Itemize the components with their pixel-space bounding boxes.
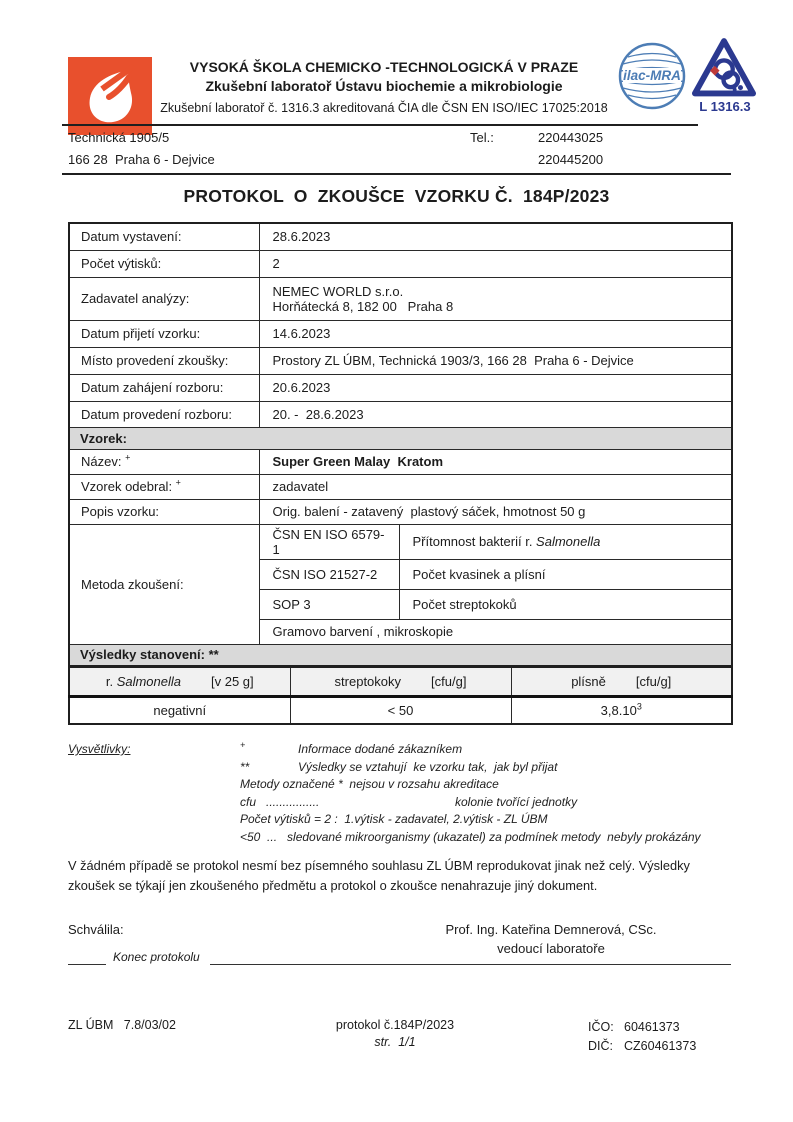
result-column-salmonella: r. Salmonella [v 25 g] bbox=[69, 667, 290, 696]
field-value: Orig. balení - zatavený plastový sáček, hmotnost 50 g bbox=[259, 499, 732, 524]
field-value: Prostory ZL ÚBM, Technická 1903/3, 166 28 Praha 6 - Dejvice bbox=[259, 347, 732, 374]
field-value: 20. - 28.6.2023 bbox=[259, 401, 732, 427]
footer-protocol-number: protokol č.184P/2023 bbox=[335, 1018, 455, 1032]
field-value: 28.6.2023 bbox=[259, 223, 732, 250]
results-value-row bbox=[69, 696, 732, 724]
letterhead bbox=[148, 58, 620, 117]
method-standard: SOP 3 bbox=[259, 589, 399, 619]
table-row bbox=[69, 474, 732, 499]
method-description: Počet streptokoků bbox=[399, 589, 732, 619]
table-row bbox=[69, 277, 732, 320]
disclaimer-paragraph: V žádném případě se protokol nesmí bez písemného souhlasu ZL ÚBM reprodukovat jinak než celý. Výsledky zkoušek se týkají jen zkoušeného předmětu a protokol o zkoušce nenahrazuje jiný dokument. bbox=[68, 858, 694, 893]
footer-company-ids bbox=[588, 1018, 696, 1056]
table-row bbox=[69, 499, 732, 524]
method-row bbox=[69, 524, 732, 559]
sample-name: Super Green Malay Kratom bbox=[259, 449, 732, 474]
footnotes-label: Vysvětlivky: bbox=[68, 742, 131, 756]
footer-page-number: str. 1/1 bbox=[374, 1035, 416, 1049]
results-header-row bbox=[69, 667, 732, 696]
footnote-line: Počet výtisků = 2 : 1.výtisk - zadavatel, 2.výtisk - ZL ÚBM bbox=[240, 812, 548, 826]
result-value-salmonella: negativní bbox=[69, 696, 290, 724]
ilac-mra-seal-icon bbox=[616, 40, 688, 117]
header-divider-top bbox=[62, 124, 698, 126]
tel-number-2: 220445200 bbox=[538, 152, 604, 167]
field-label: Metoda zkoušení: bbox=[69, 524, 259, 644]
field-value bbox=[259, 277, 732, 320]
tel-number-1: 220443025 bbox=[538, 130, 604, 145]
approved-by-label: Schválila: bbox=[68, 922, 124, 937]
footer-center-block bbox=[255, 1018, 535, 1049]
field-label: Datum provedení rozboru: bbox=[69, 401, 259, 427]
table-row bbox=[69, 223, 732, 250]
footnote-line: Vysvětlivky: + Informace dodané zákazníkem bbox=[68, 741, 738, 759]
results-table bbox=[68, 666, 733, 725]
field-label: Název: + bbox=[69, 449, 259, 474]
footnote-line: Metody označené * nejsou v rozsahu akreditace bbox=[240, 777, 499, 791]
end-of-protocol-line bbox=[68, 950, 731, 965]
field-label: Zadavatel analýzy: bbox=[69, 277, 259, 320]
footnote-line: cfu ................ kolonie tvořící jednotky bbox=[240, 794, 578, 809]
section-header-sample: Vzorek: bbox=[69, 427, 732, 449]
protocol-info-table bbox=[68, 222, 733, 667]
laboratory-name: Zkušební laboratoř Ústavu biochemie a mikrobiologie bbox=[205, 78, 563, 94]
address-line-2: 166 28 Praha 6 - Dejvice bbox=[68, 152, 215, 167]
field-label: Vzorek odebral: + bbox=[69, 474, 259, 499]
table-row bbox=[69, 374, 732, 401]
dic-row: DIČ: CZ60461373 bbox=[588, 1039, 697, 1053]
approver-name: Prof. Ing. Kateřina Demnerová, CSc. bbox=[445, 922, 657, 937]
table-row bbox=[69, 347, 732, 374]
address-line-1: Technická 1905/5 bbox=[68, 130, 170, 145]
footnotes-block bbox=[68, 741, 738, 846]
header-divider-bottom bbox=[62, 173, 731, 175]
method-description: Gramovo barvení , mikroskopie bbox=[259, 619, 732, 644]
field-label: Počet výtisků: bbox=[69, 250, 259, 277]
result-value-moulds: 3,8.10$^3$ bbox=[511, 696, 732, 724]
result-column-moulds: plísně [cfu/g] bbox=[511, 667, 732, 696]
cia-accreditation-mark-icon bbox=[692, 36, 756, 121]
accreditation-line: Zkušební laboratoř č. 1316.3 akreditovaná ČIA dle ČSN EN ISO/IEC 17025:2018 bbox=[160, 101, 608, 115]
table-row bbox=[69, 449, 732, 474]
footnote-line: ** Výsledky se vztahují ke vzorku tak, jak byl přijat bbox=[240, 759, 558, 774]
table-row bbox=[69, 320, 732, 347]
field-value: 14.6.2023 bbox=[259, 320, 732, 347]
field-label: Místo provedení zkoušky: bbox=[69, 347, 259, 374]
field-value: 2 bbox=[259, 250, 732, 277]
field-label: Datum vystavení: bbox=[69, 223, 259, 250]
footnote-marker: + bbox=[125, 452, 131, 463]
result-column-streptococci: streptokoky [cfu/g] bbox=[290, 667, 511, 696]
footnote-line: <50 ... sledované mikroorganismy (ukazatel) za podmínek metody nebyly prokázány bbox=[240, 829, 701, 844]
method-description: Přítomnost bakterií r. Salmonella bbox=[399, 524, 732, 559]
vscht-logo-icon bbox=[68, 57, 152, 140]
approver-role: vedoucí laboratoře bbox=[497, 941, 605, 956]
rule-segment bbox=[210, 950, 731, 965]
ilac-seal-label: ilac-MRA bbox=[623, 68, 681, 83]
method-standard: ČSN ISO 21527-2 bbox=[259, 559, 399, 589]
client-address: Horňátecká 8, 182 00 Praha 8 bbox=[272, 298, 454, 314]
organization-name: VYSOKÁ ŠKOLA CHEMICKO -TECHNOLOGICKÁ V PRAZE bbox=[189, 59, 579, 75]
footer-document-code: ZL ÚBM 7.8/03/02 bbox=[68, 1018, 176, 1032]
field-label: Popis vzorku: bbox=[69, 499, 259, 524]
method-description: Počet kvasinek a plísní bbox=[399, 559, 732, 589]
end-of-protocol-label: Konec protokolu bbox=[113, 950, 200, 964]
field-label: Datum přijetí vzorku: bbox=[69, 320, 259, 347]
result-value-streptococci: < 50 bbox=[290, 696, 511, 724]
method-standard: ČSN EN ISO 6579-1 bbox=[259, 524, 399, 559]
rule-segment bbox=[68, 950, 106, 965]
table-row bbox=[69, 401, 732, 427]
page-title: PROTOKOL O ZKOUŠCE VZORKU Č. 184P/2023 bbox=[183, 186, 610, 206]
tel-label: Tel.: bbox=[470, 130, 494, 145]
ico-row: IČO: 60461373 bbox=[588, 1020, 680, 1034]
footnote-marker: + bbox=[175, 477, 181, 488]
accreditation-mark-label: L 1316.3 bbox=[699, 98, 751, 114]
client-name: NEMEC WORLD s.r.o. bbox=[272, 283, 404, 299]
field-value: 20.6.2023 bbox=[259, 374, 732, 401]
table-row bbox=[69, 250, 732, 277]
field-value: zadavatel bbox=[259, 474, 732, 499]
field-label: Datum zahájení rozboru: bbox=[69, 374, 259, 401]
section-header-results: Výsledky stanovení: ** bbox=[69, 644, 732, 666]
